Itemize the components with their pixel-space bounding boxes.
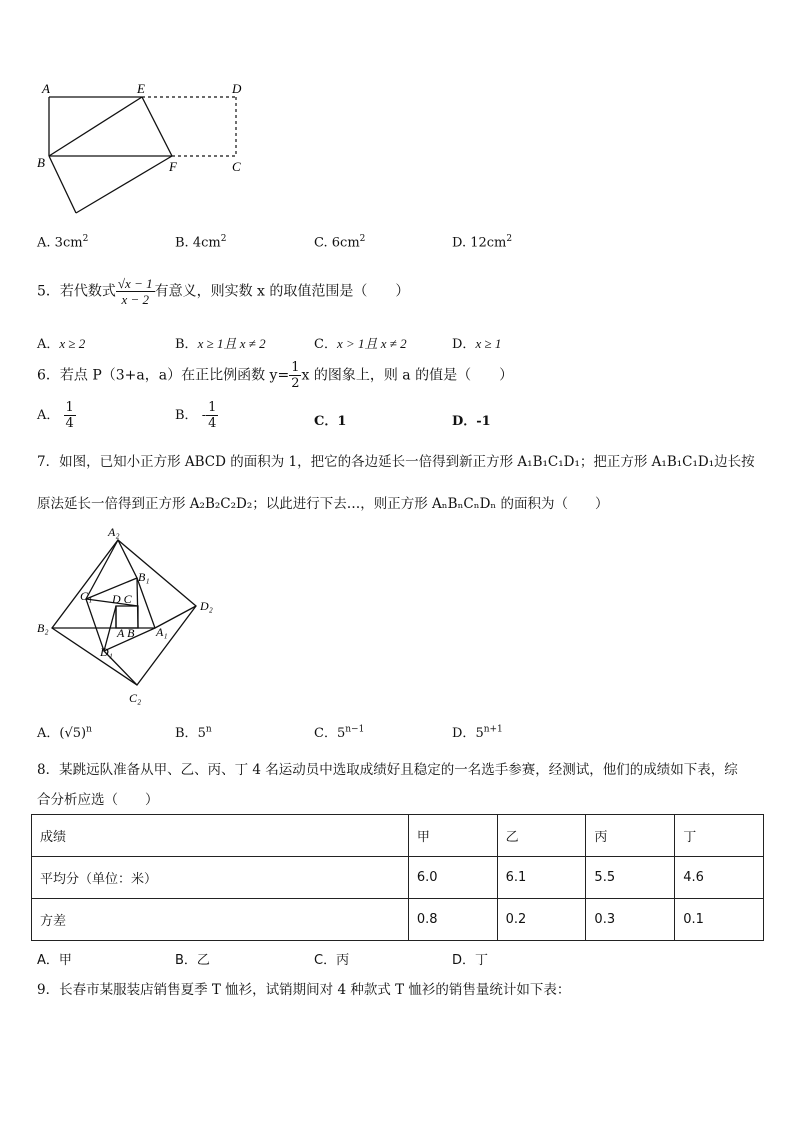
table-row bbox=[32, 815, 764, 857]
label-C1: C₁ bbox=[80, 589, 93, 603]
label-A1: A₁ bbox=[156, 625, 168, 639]
table-cell: 0.2 bbox=[497, 899, 586, 941]
label-A2: A₂ bbox=[108, 525, 120, 539]
table-cell: 丁 bbox=[675, 815, 764, 857]
q6-stem: 6．若点 P（3+a，a）在正比例函数 y= $\frac{1}{2}$ x 的图象上，则 a 的值是（ ） bbox=[37, 360, 514, 391]
table-cell: 平均分（单位：米） bbox=[32, 857, 409, 899]
q4-option-b[interactable]: B. $4cm^2$ bbox=[175, 234, 227, 251]
q7-stem-line2: 原法延长一倍得到正方形 A₂B₂C₂D₂；以此进行下去…，则正方形 AₙBₙCₙDₙ 的面积为（ ） bbox=[37, 496, 609, 512]
q4-option-d[interactable]: D. $12cm^2$ bbox=[452, 234, 513, 251]
table-cell: 6.1 bbox=[497, 857, 586, 899]
label-C: C bbox=[232, 159, 241, 174]
q6-option-a[interactable]: A． $\frac{1}{4}$ bbox=[37, 400, 74, 431]
q9-stem: 9．长春市某服装店销售夏季 T 恤衫，试销期间对 4 种款式 T 恤衫的销售量统计如下表： bbox=[37, 982, 571, 998]
label-D2: D₂ bbox=[200, 599, 213, 613]
label-F: F bbox=[169, 159, 177, 174]
q4-option-c[interactable]: C. $6cm^2$ bbox=[314, 234, 366, 251]
q5-stem: 5．若代数式 $\frac{√x - 1}{x - 2}$ 有意义，则实数 x 的取值范围是（ ） bbox=[37, 276, 410, 307]
label-A: A bbox=[42, 81, 50, 96]
q5-option-c[interactable]: C．x > 1且 x ≠ 2 bbox=[314, 336, 407, 352]
q4-figure bbox=[30, 78, 260, 218]
label-B: B bbox=[37, 155, 45, 170]
label-B2: B₂ bbox=[37, 621, 49, 635]
table-cell: 6.0 bbox=[408, 857, 497, 899]
table-cell: 0.3 bbox=[586, 899, 675, 941]
label-B1: B₁ bbox=[138, 570, 150, 584]
label-AB: A B bbox=[117, 626, 135, 640]
q7-option-b[interactable]: B．5$^n$ bbox=[175, 724, 212, 741]
label-C2: C₂ bbox=[129, 691, 142, 705]
q8-stem-line1: 8．某跳远队准备从甲、乙、丙、丁 4 名运动员中选取成绩好且稳定的一名选手参赛，经测试，他们的成绩如下表，综 bbox=[37, 762, 738, 778]
q7-option-d[interactable]: D．$5^{n+1}$ bbox=[452, 724, 503, 741]
q5-option-a[interactable]: A．x ≥ 2 bbox=[37, 336, 86, 352]
q5-fraction: $\frac{√x - 1}{x - 2}$ bbox=[117, 276, 153, 307]
q6-option-d[interactable]: D．-1 bbox=[452, 414, 491, 429]
q5-option-d[interactable]: D．x ≥ 1 bbox=[452, 336, 502, 352]
table-cell: 0.1 bbox=[675, 899, 764, 941]
table-row bbox=[32, 857, 764, 899]
q8-score-table bbox=[31, 814, 764, 941]
table-cell: 丙 bbox=[586, 815, 675, 857]
q6-fraction: $\frac{1}{2}$ bbox=[291, 360, 300, 391]
label-E: E bbox=[137, 81, 145, 96]
q7-stem-line1: 7．如图，已知小正方形 ABCD 的面积为 1，把它的各边延长一倍得到新正方形 A₁B₁C₁D₁；把正方形 A₁B₁C₁D₁边长按 bbox=[37, 454, 755, 470]
table-cell: 方差 bbox=[32, 899, 409, 941]
table-cell: 5.5 bbox=[586, 857, 675, 899]
q8-stem-line2: 合分析应选（ ） bbox=[37, 792, 159, 808]
q6-option-c[interactable]: C．1 bbox=[314, 414, 347, 429]
q7-option-a[interactable]: A．$(√5)^n$ bbox=[37, 724, 92, 741]
q8-option-c[interactable]: C．丙 bbox=[314, 953, 350, 968]
q6-option-b[interactable]: B． - $\frac{1}{4}$ bbox=[175, 400, 217, 431]
table-row bbox=[32, 899, 764, 941]
table-cell: 成绩 bbox=[32, 815, 409, 857]
label-DC: D C bbox=[112, 592, 132, 606]
table-cell: 0.8 bbox=[408, 899, 497, 941]
label-D1: D₁ bbox=[100, 645, 113, 659]
q5-option-b[interactable]: B．x ≥ 1且 x ≠ 2 bbox=[175, 336, 266, 352]
q7-option-c[interactable]: C．$5^{n-1}$ bbox=[314, 724, 365, 741]
label-D: D bbox=[232, 81, 242, 96]
table-cell: 乙 bbox=[497, 815, 586, 857]
q4-option-a[interactable]: A. $3cm^2$ bbox=[37, 234, 89, 251]
table-cell: 4.6 bbox=[675, 857, 764, 899]
q8-option-b[interactable]: B．乙 bbox=[175, 953, 210, 968]
q8-option-d[interactable]: D．丁 bbox=[452, 953, 489, 968]
table-cell: 甲 bbox=[408, 815, 497, 857]
q8-option-a[interactable]: A．甲 bbox=[37, 953, 72, 968]
q7-figure bbox=[34, 522, 224, 708]
